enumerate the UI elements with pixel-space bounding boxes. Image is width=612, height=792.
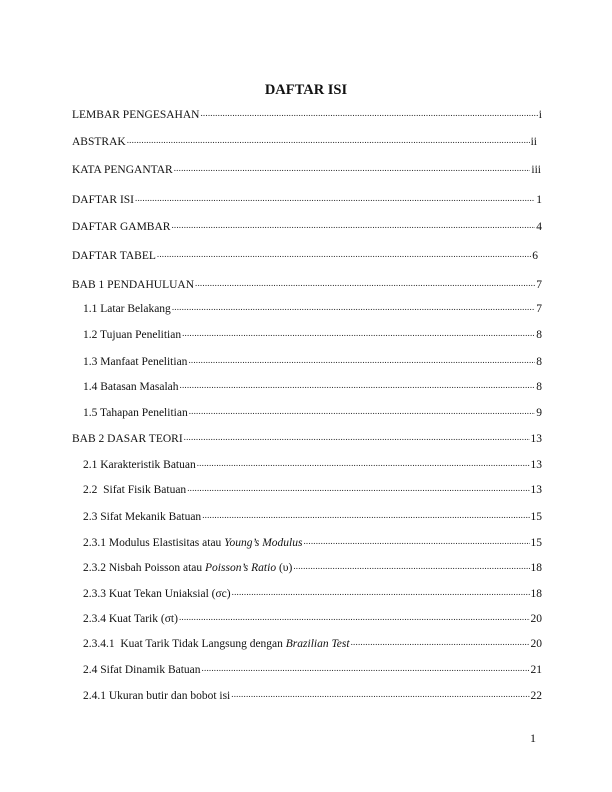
toc-entry-page: 20 (530, 638, 542, 650)
toc-entry-text: DAFTAR TABEL (72, 250, 156, 262)
toc-entry-page: 21 (530, 664, 542, 676)
toc-entry-text: 2.4.1 Ukuran butir dan bobot isi (83, 690, 231, 702)
toc-entry (83, 380, 542, 394)
toc-entry (72, 278, 542, 292)
leader-dots (172, 300, 535, 314)
leader-dots (180, 378, 536, 392)
leader-dots (182, 326, 535, 340)
leader-dots (171, 218, 535, 232)
toc-entry-page: 15 (530, 537, 542, 549)
toc-entry-page: 13 (530, 484, 542, 496)
leader-dots (202, 508, 529, 522)
leader-dots (157, 247, 531, 261)
toc-entry (83, 483, 542, 497)
leader-dots (195, 276, 535, 290)
toc-entry-text: DAFTAR GAMBAR (72, 221, 171, 233)
toc-entry (83, 458, 542, 472)
toc-entry-page: 8 (536, 356, 542, 368)
toc-entry-italic-term: Poisson’s Ratio (205, 562, 277, 574)
toc-entry-page: 8 (536, 329, 542, 341)
leader-dots (293, 559, 529, 573)
toc-entry (83, 302, 542, 316)
toc-entry-text: 1.5 Tahapan Penelitian (83, 407, 188, 419)
toc-entry (83, 612, 542, 626)
leader-dots (187, 481, 529, 495)
toc-entry (72, 163, 541, 177)
leader-dots (197, 456, 530, 470)
leader-dots (188, 353, 535, 367)
leader-dots (179, 610, 530, 624)
toc-entry-italic-term: Young’s Modulus (224, 537, 303, 549)
toc-entry-page: 18 (530, 588, 542, 600)
toc-entry-italic-term: Brazilian Test (285, 638, 350, 650)
toc-entry-page: 13 (530, 433, 542, 445)
toc-entry-text: 2.3.1 Modulus Elastisitas atau (83, 537, 225, 549)
toc-entry-text: LEMBAR PENGESAHAN (72, 109, 200, 121)
toc-entry (72, 432, 542, 446)
toc-entry-text: 2.3.2 Nisbah Poisson atau (83, 562, 206, 574)
toc-entry-text: BAB 2 DASAR TEORI (72, 433, 183, 445)
toc-entry (83, 637, 542, 651)
toc-entry-text: 2.3.4.1 Kuat Tarik Tidak Langsung dengan (83, 638, 286, 650)
toc-entry (83, 536, 542, 550)
toc-entry-page: 8 (536, 381, 542, 393)
toc-entry-page: 4 (536, 221, 542, 233)
toc-entry-page: 9 (536, 407, 542, 419)
toc-entry-text: KATA PENGANTAR (72, 164, 173, 176)
leader-dots (351, 635, 530, 649)
toc-entry-page: 7 (536, 303, 542, 315)
toc-entry-text: ABSTRAK (72, 136, 126, 148)
toc-entry-text: 1.1 Latar Belakang (83, 303, 171, 315)
leader-dots (202, 661, 530, 675)
toc-entry-text: 2.3.3 Kuat Tekan Uniaksial (σc) (83, 588, 231, 600)
toc-entry (83, 510, 542, 524)
toc-entry-text: 2.1 Karakteristik Batuan (83, 459, 196, 471)
toc-entry-page: 15 (530, 511, 542, 523)
page-number: 1 (530, 731, 536, 745)
toc-entry (83, 328, 542, 342)
toc-entry-page: 7 (536, 279, 542, 291)
toc-entry-text: 2.2 Sifat Fisik Batuan (83, 484, 187, 496)
toc-entry-text: DAFTAR ISI (72, 194, 135, 206)
toc-entry (83, 689, 542, 703)
toc-entry (72, 108, 542, 122)
leader-dots (189, 404, 536, 418)
toc-entry-page: 1 (536, 194, 542, 206)
page-title: DAFTAR ISI (264, 82, 348, 98)
toc-entry-suffix: (υ) (276, 562, 293, 574)
leader-dots (231, 687, 529, 701)
toc-entry-page: 6 (532, 250, 538, 262)
leader-dots (174, 161, 531, 175)
toc-entry (83, 561, 542, 575)
toc-entry (83, 406, 542, 420)
toc-entry (83, 587, 542, 601)
toc-entry (72, 249, 538, 263)
leader-dots (184, 430, 530, 444)
toc-entry-page: 13 (530, 459, 542, 471)
toc-entry-page: 22 (530, 690, 542, 702)
toc-entry-text: 2.3 Sifat Mekanik Batuan (83, 511, 202, 523)
toc-entry-text: 2.4 Sifat Dinamik Batuan (83, 664, 201, 676)
toc-entry-text: BAB 1 PENDAHULUAN (72, 279, 195, 291)
toc-entry (83, 663, 542, 677)
toc-entry (83, 355, 542, 369)
toc-entry-page: iii (531, 164, 541, 176)
leader-dots (303, 534, 529, 548)
leader-dots (232, 585, 530, 599)
toc-entry-text: 2.3.4 Kuat Tarik (σt) (83, 613, 178, 625)
toc-entry (72, 135, 537, 149)
toc-entry-page: i (538, 109, 542, 121)
toc-entry (72, 220, 542, 234)
toc-entry-page: ii (530, 136, 537, 148)
leader-dots (127, 133, 530, 147)
leader-dots (200, 106, 537, 120)
leader-dots (135, 191, 535, 205)
toc-entry-page: 18 (530, 562, 542, 574)
toc-entry-text: 1.2 Tujuan Penelitian (83, 329, 182, 341)
toc-entry-text: 1.4 Batasan Masalah (83, 381, 179, 393)
toc-entry-page: 20 (530, 613, 542, 625)
toc-entry (72, 193, 542, 207)
toc-entry-text: 1.3 Manfaat Penelitian (83, 356, 188, 368)
